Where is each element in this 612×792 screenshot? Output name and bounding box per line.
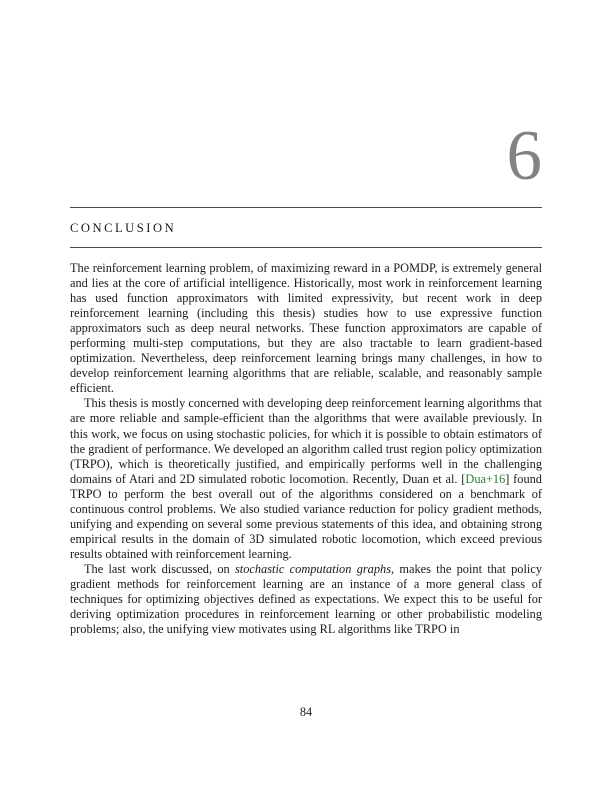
chapter-title: CONCLUSION: [70, 221, 177, 235]
page-number: 84: [299, 705, 313, 719]
paragraph: [70, 396, 542, 562]
chapter-number: 6: [506, 117, 542, 195]
paragraph: [70, 261, 542, 396]
text-segment: This thesis is mostly concerned with developing deep reinforcement learning algorithms that are more reliable and sample-efficient than the algorithms that were available previously. In this work, we focus on using stochastic policies, for which it is possible to obtain estimators of the gradient of performance. We developed an algorithm called trust region policy optimization (TRPO), which is theoretically justified, and empirically performs well in the challenging domains of Atari and 2D simulated robotic locomotion. Recently, Duan et al. [: [70, 396, 542, 486]
citation-link[interactable]: Dua+16: [465, 471, 506, 486]
chapter-heading-rule-top: [70, 207, 542, 208]
text-segment: The reinforcement learning problem, of maximizing reward in a POMDP, is extremely general and lies at the core of artificial intelligence. Historically, most work in reinforcement learning has used function approximators with limited expressivity, but recent work in deep reinforcement learning (including this thesis) studies how to use expressive function approximators such as deep neural networks. These function approximators are capable of performing multi-step computations, but they are also tractable to learn gradient-based optimization. Nevertheless, deep reinforcement learning brings many challenges, in how to develop reinforcement learning algorithms that are reliable, scalable, and reasonably sample efficient.: [70, 261, 542, 396]
text-segment: The last work discussed, on: [84, 561, 235, 576]
text-segment: ] found TRPO to perform the best overall out of the algorithms considered on a benchmark of continuous control problems. We also studied variance reduction for policy gradient methods, unifying and expending on several some previous statements of this idea, and obtaining strong empirical results in the domain of 3D simulated robotic locomotion, which exceed previous results obtained with reinforcement learning.: [70, 471, 542, 561]
body-text: [70, 261, 542, 637]
chapter-heading-rule-bottom: [70, 247, 542, 248]
text-segment: stochastic computation graphs: [235, 561, 391, 576]
paragraph: [70, 562, 542, 637]
text-segment: , makes the point that policy gradient methods for reinforcement learning are an instance of a more general class of techniques for optimizing objectives defined as expectations. We expect this to be useful for deriving optimization procedures in reinforcement learning or other probabilistic modeling problems; also, the unifying view motivates using RL algorithms like TRPO in: [70, 561, 542, 637]
